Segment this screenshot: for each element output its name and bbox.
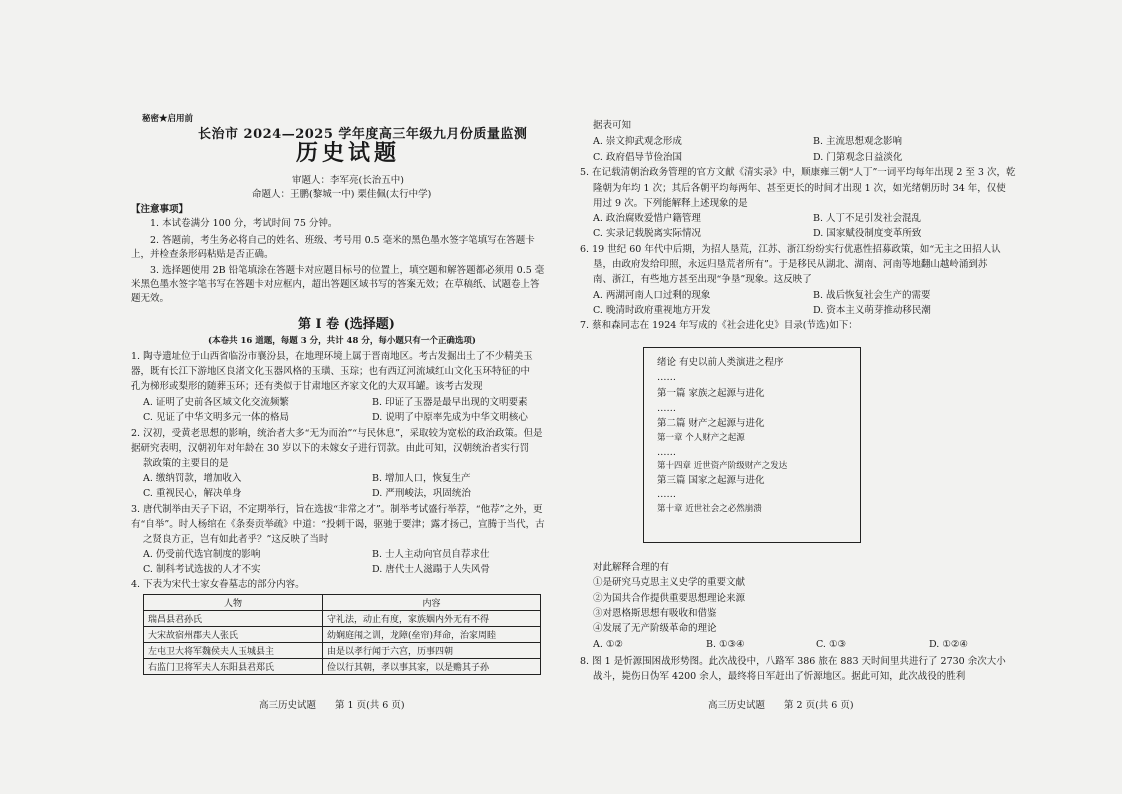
subject-title: 历史试题: [296, 140, 401, 166]
question-5-line: 隆朝为年均 1 次；其后各朝平均每两年、甚至更长的时间才出现 1 次，如光绪朝历时 34 年，仅使: [593, 183, 1006, 194]
question-4-option-a: A. 崇文抑武观念形成: [593, 136, 682, 147]
notice-line: 2. 答题前，考生务必将自己的姓名、班级、考号用 0.5 毫米的黑色墨水签字笔填写在答题卡: [150, 235, 535, 246]
question-2-option-c: C. 重视民心，解决单身: [143, 488, 242, 499]
question-3-option-b: B. 士人主动向官员自荐求仕: [372, 549, 490, 560]
question-1-option-b: B. 印证了玉器是最早出现的文明要素: [372, 397, 528, 408]
notice-line: 题无效。: [131, 293, 170, 304]
notice-line: 1. 本试卷满分 100 分，考试时间 75 分钟。: [150, 218, 338, 229]
table-cell: 由是以孝行闻于六宫，历事四朝: [323, 643, 541, 659]
toc-entry: ……: [657, 372, 676, 383]
toc-entry: 第一篇 家族之起源与进化: [657, 388, 765, 399]
confidential-mark: 秘密★启用前: [142, 114, 194, 124]
question-2-line: 款政策的主要目的是: [143, 458, 229, 469]
question-4-option-b: B. 主流思想观念影响: [813, 136, 903, 147]
toc-entry: ……: [657, 489, 676, 500]
toc-entry: ……: [657, 403, 676, 414]
question-7-option-d: D. ①②④: [929, 639, 968, 650]
page-footer: 高三历史试题 第 2 页(共 6 页): [708, 700, 854, 711]
notice-title: 【注意事项】: [131, 204, 189, 215]
question-7-statement: ④发展了无产阶级革命的理论: [593, 623, 717, 634]
question-1-line: 孔为梯形或梨形的随葬玉环；还有类似于甘肃地区齐家文化的大双耳罐。该考古发现: [131, 381, 483, 392]
question-7-prompt: 对此解释合理的有: [593, 562, 670, 573]
question-4-tail: 据表可知: [593, 120, 632, 131]
authors-line: 命题人：王鹏(黎城一中) 栗佳佩(太行中学): [252, 189, 432, 200]
table-row: [144, 659, 541, 675]
question-2-option-d: D. 严刑峻法，巩固统治: [372, 488, 471, 499]
question-7-option-a: A. ①②: [593, 639, 623, 650]
notice-line: 米黑色墨水签字笔书写在答题卡对应框内，超出答题区域书写的答案无效；在草稿纸、试题卷上答: [131, 279, 540, 290]
question-1-line: 器，既有长江下游地区良渚文化玉器风格的玉璜、玉琮；也有西辽河流域红山文化玉环特征的中: [131, 366, 531, 377]
table-row: [144, 643, 541, 659]
question-3-line: 3. 唐代制举由天子下诏，不定期举行，旨在选拔“非常之才”。制举考试盛行举荐，“他荐”之外，更: [131, 504, 543, 515]
toc-entry: 绪论 有史以前人类演进之程序: [657, 357, 784, 368]
notice-line: 上，并检查条形码粘贴是否正确。: [131, 249, 274, 260]
question-7-statement: ②为国共合作提供重要思想理论来源: [593, 593, 746, 604]
table-cell: 左屯卫大将军魏侯夫人玉城县主: [144, 643, 323, 659]
question-5-line: 5. 在记载清朝治政务管理的官方文献《清实录》中，顺康雍三朝“人丁”一词平均每年出现 2 至 3 次，乾: [580, 167, 1016, 178]
question-1-line: 1. 陶寺遗址位于山西省临汾市襄汾县，在地理环境上属于晋南地区。考古发掘出土了不少精美玉: [131, 351, 533, 362]
table-cell: 俭以行其朝，孝以事其家，以是赡其子孙: [323, 659, 541, 675]
table-row: [144, 611, 541, 627]
table-cell: 大宋故宿州郡夫人张氏: [144, 627, 323, 643]
question-7-line: 7. 蔡和森同志在 1924 年写成的《社会进化史》目录(节选)如下：: [580, 320, 858, 331]
question-6-option-c: C. 晚清时政府重视地方开发: [593, 305, 711, 316]
table-cell: 幼娴庭闱之训，龙障(垒帘)拜命，治家周睦: [323, 627, 541, 643]
question-5-line: 用过 9 次。下列能解释上述现象的是: [593, 198, 748, 209]
question-5-option-d: D. 国家赋役制度变革所致: [813, 228, 922, 239]
section-title: 第 Ⅰ 卷 (选择题): [298, 317, 395, 332]
question-1-option-d: D. 说明了中原率先成为中华文明核心: [372, 412, 528, 423]
question-5-option-a: A. 政治腐败爱惜户籍管理: [593, 213, 701, 224]
question-2-option-b: B. 增加人口，恢复生产: [372, 473, 471, 484]
section-note: (本卷共 16 道题，每题 3 分，共计 48 分，每小题只有一个正确选项): [208, 336, 476, 346]
question-4-table: [143, 594, 541, 675]
question-2-line: 2. 汉初，受黄老思想的影响，统治者大多“无为而治”“与民休息”，采取较为宽松的政治政策。但是: [131, 428, 543, 439]
question-4-option-d: D. 门第观念日益淡化: [813, 152, 903, 163]
table-row: [144, 627, 541, 643]
question-8-line: 8. 图 1 是忻源围困战形势图。此次战役中，八路军 386 旅在 883 天时间里共进行了 2730 余次大小: [580, 656, 1006, 667]
table-cell: 右监门卫将军夫人东阳县君郑氏: [144, 659, 323, 675]
question-6-line: 6. 19 世纪 60 年代中后期，为招人垦荒，江苏、浙江纷纷实行优惠性招募政策，如“无主之田招人认: [580, 244, 1001, 255]
question-6-line: 垦，由政府发给印照，永远归垦荒者所有”。于是移民从湖北、湖南、河南等地翻山越岭涌到苏: [593, 259, 988, 270]
table-header-person: 人物: [144, 595, 323, 611]
page-footer: 高三历史试题 第 1 页(共 6 页): [259, 700, 405, 711]
table-cell: 瑞昌县君孙氏: [144, 611, 323, 627]
question-3-line: 有“自举”。时人杨绾在《条奏贡举疏》中道：“投刺干谒，驱驰于要津；露才扬己，宣腾于当代，古: [131, 519, 545, 530]
toc-entry: 第一章 个人财产之起源: [657, 433, 745, 443]
question-3-option-a: A. 仍受前代选官制度的影响: [143, 549, 261, 560]
reviewer-line: 审题人：李军亮(长治五中): [292, 175, 404, 186]
table-header-content: 内容: [323, 595, 541, 611]
toc-entry: 第二篇 财产之起源与进化: [657, 418, 765, 429]
table-header-row: [144, 595, 541, 611]
question-1-option-a: A. 证明了史前各区域文化交流频繁: [143, 397, 289, 408]
question-6-option-a: A. 两湖河南人口过剩的现象: [593, 290, 711, 301]
question-6-option-b: B. 战后恢复社会生产的需要: [813, 290, 931, 301]
question-3-line: 之贤良方正，岂有如此者乎？”这反映了当时: [143, 534, 329, 545]
question-2-line: 据研究表明，汉朝初年对年龄在 30 岁以下的未嫁女子进行罚款。由此可知，汉朝统治者实行罚: [131, 443, 530, 454]
question-7-statement: ①是研究马克思主义史学的重要文献: [593, 577, 746, 588]
question-5-option-c: C. 实录记载脱离实际情况: [593, 228, 701, 239]
question-6-line: 南、浙江，有些地方甚至出现“争垦”现象。这反映了: [593, 274, 812, 285]
question-3-option-c: C. 制科考试选拔的人才不实: [143, 564, 261, 575]
question-5-option-b: B. 人丁不足引发社会混乱: [813, 213, 922, 224]
question-7-option-c: C. ①③: [816, 639, 847, 650]
toc-entry: 第三篇 国家之起源与进化: [657, 475, 765, 486]
toc-entry: ……: [657, 447, 676, 458]
question-1-option-c: C. 见证了中华文明多元一体的格局: [143, 412, 289, 423]
toc-entry: 第十四章 近世资产阶级财产之发达: [657, 461, 788, 471]
table-cell: 守礼法，动止有度，家族姻内外无有不得: [323, 611, 541, 627]
toc-entry: 第十章 近世社会之必然崩溃: [657, 504, 762, 514]
question-7-option-b: B. ①③④: [706, 639, 745, 650]
exam-page-2: [561, 0, 1122, 794]
question-2-option-a: A. 缴纳罚款，增加收入: [143, 473, 242, 484]
notice-line: 3. 选择题使用 2B 铅笔填涂在答题卡对应题目标号的位置上，填空题和解答题都必须用 0.5 毫: [150, 265, 545, 276]
question-4-option-c: C. 政府倡导节俭治国: [593, 152, 682, 163]
question-3-option-d: D. 唐代士人滋蹋于人失风骨: [372, 564, 490, 575]
question-4-line: 4. 下表为宋代士家女眷墓志的部分内容。: [131, 579, 305, 590]
question-7-statement: ③对恩格斯思想有吸收和借鉴: [593, 608, 717, 619]
question-8-line: 战斗，毙伤日伪军 4200 余人，最终将日军赶出了忻源地区。据此可知，此次战役的胜利: [593, 671, 966, 682]
question-6-option-d: D. 资本主义萌芽推动移民潮: [813, 305, 931, 316]
exam-title: 长治市 2024—2025 学年度高三年级九月份质量监测: [198, 127, 528, 142]
